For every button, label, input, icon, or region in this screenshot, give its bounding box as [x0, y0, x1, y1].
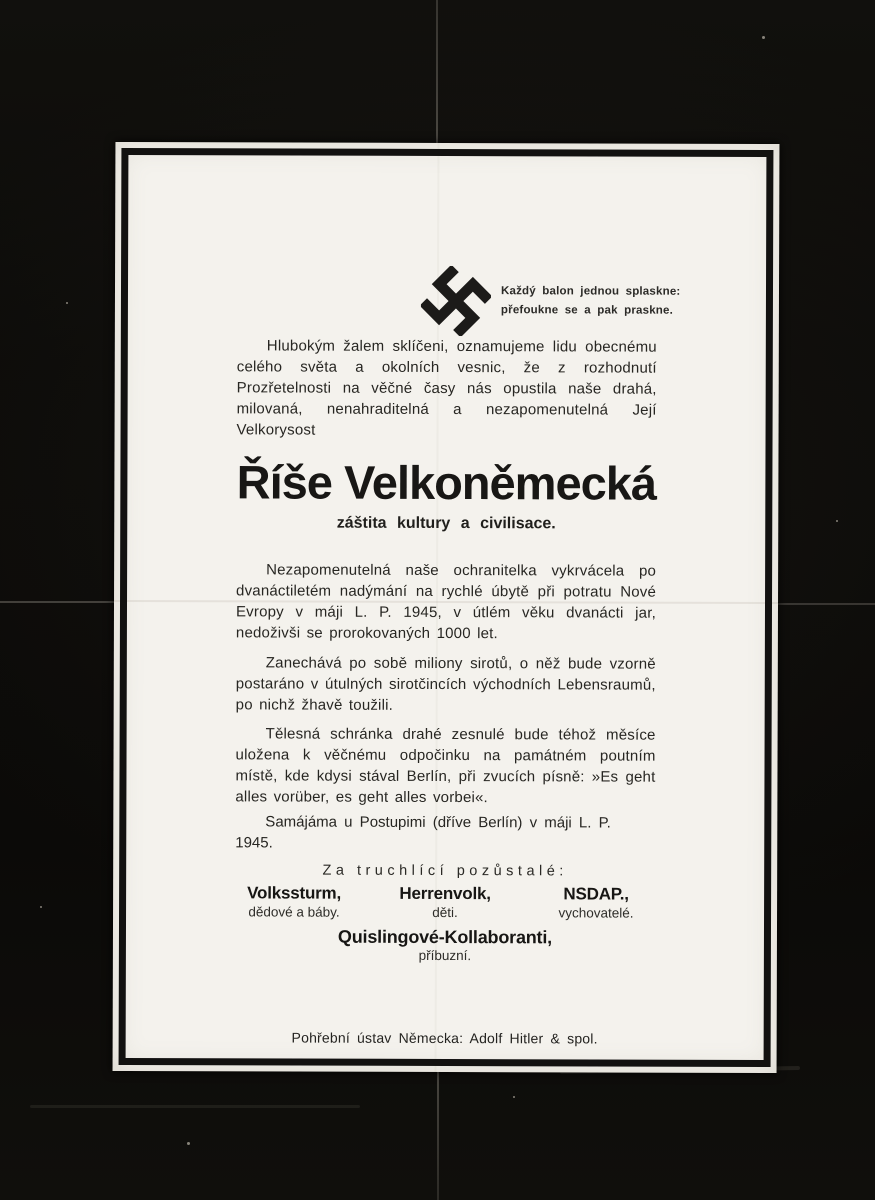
mourner-quislings — [235, 926, 655, 965]
mourner-relation: děti. — [432, 904, 458, 921]
fold-crease-vertical-bottom — [437, 1070, 439, 1200]
fold-crease-vertical-top — [436, 0, 438, 147]
mourner-name: Quislingové-Kollaboranti, — [337, 926, 552, 948]
mourning-border-frame — [119, 148, 774, 1067]
mourners-row — [235, 883, 655, 922]
dust-speck — [836, 520, 838, 522]
deceased-title: Říše Velkoněmecká — [236, 455, 657, 510]
masthead — [237, 265, 681, 336]
mourner-relation: dědové a báby. — [248, 904, 340, 920]
obituary-paper — [113, 142, 780, 1073]
deceased-subtitle: záštita kultury a civilisace. — [336, 514, 556, 533]
intro-paragraph: Hlubokým žalem sklíčeni, oznamujeme lidu obecnému celého světa a okolních vesnic, že z rozhodnutí Prozřetelnosti na věčné časy nás opustila naše drahá, milovaná, nenahraditelná a nezapomenutelná Její Velkorysost — [236, 337, 657, 439]
motto-line1: Každý balon jednou splaskne: — [500, 285, 681, 298]
dust-speck — [762, 36, 765, 39]
mourners-heading: Za truchlící pozůstalé: — [322, 862, 568, 880]
mourner-name: Volkssturm, — [247, 883, 342, 903]
dateline: Samájáma u Postupimi (dříve Berlín) v máji L. P. 1945. — [235, 813, 611, 852]
mourner-name: NSDAP., — [563, 884, 629, 904]
dust-speck — [40, 906, 42, 908]
fold-crease-horizontal-right — [777, 603, 875, 605]
dust-speck — [66, 302, 68, 304]
swastika-icon — [421, 266, 491, 336]
mourner-relation: příbuzní. — [418, 947, 472, 964]
mourner-herrenvolk — [386, 884, 504, 922]
burial-paragraph: Tělesná schránka drahé zesnulé bude téhož měsíce uložena k věčnému odpočinku na památném poutním místě, kde kdysi stával Berlín, při zvucích písně: »Es geht alles vorüber, es geht alles vorbei«. — [235, 725, 656, 807]
dust-speck — [187, 1142, 190, 1145]
motto — [501, 282, 681, 321]
obituary-content — [126, 155, 767, 1060]
orphans-paragraph: Zanechává po sobě miliony sirotů, o něž bude vzorně postaráno v útulných sirotčincích východních Lebensraumů, po nichž žhavě toužili. — [235, 654, 656, 714]
mourner-relation: vychovatelé. — [558, 905, 634, 921]
mourner-nsdap — [537, 884, 655, 922]
motto-line2: přefoukne se a pak praskne. — [500, 304, 674, 317]
mourner-volkssturm — [235, 883, 353, 921]
scratch-mark — [30, 1105, 360, 1108]
funeral-home-line: Pohřební ústav Německa: Adolf Hitler & spol. — [291, 1029, 598, 1047]
dust-speck — [513, 1096, 515, 1098]
death-paragraph: Nezapomenutelná naše ochranitelka vykrvácela po dvanáctiletém nadýmání na rychlé úbytě při potratu Nové Evropy v máji L. P. 1945, v útlém věku dvanácti jar, nedoživši se prorokovaných 1000 let. — [235, 561, 657, 643]
mourner-name: Herrenvolk, — [399, 883, 491, 904]
fold-crease-horizontal-left — [0, 601, 116, 603]
